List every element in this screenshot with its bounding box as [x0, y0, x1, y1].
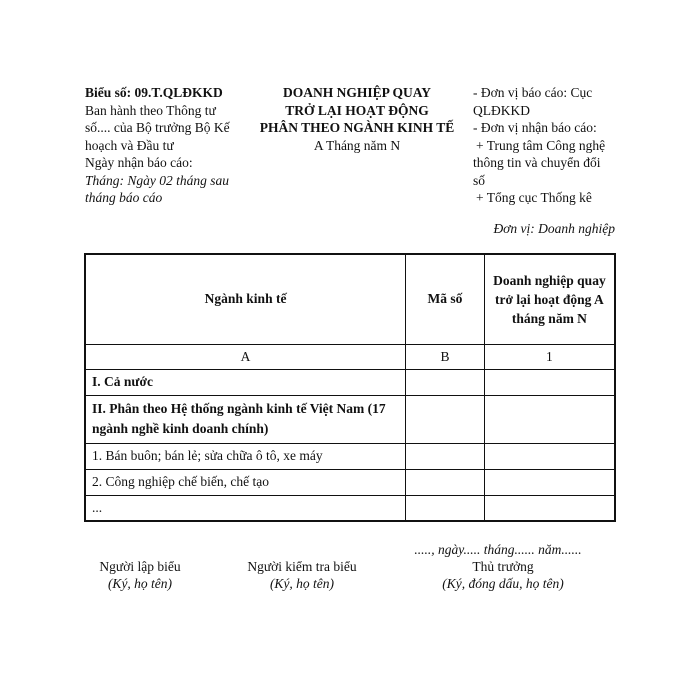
table-row	[85, 495, 615, 521]
row-value	[484, 443, 615, 469]
index-sector: A	[85, 344, 406, 369]
report-table	[84, 253, 616, 522]
received-date-label: Ngày nhận báo cáo:	[85, 155, 193, 170]
signature-date-line: ....., ngày..... tháng...... năm......	[414, 542, 582, 557]
recipient-1-line-3: số	[473, 172, 486, 188]
preparer-title: Người lập biểu	[99, 559, 181, 574]
row-label: 1. Bán buôn; bán lẻ; sửa chữa ô tô, xe máy	[85, 443, 406, 469]
row-code	[406, 369, 485, 395]
row-label: ...	[85, 495, 406, 521]
table-row	[85, 395, 615, 443]
table-row	[85, 443, 615, 469]
row-label: 2. Công nghiệp chế biến, chế tạo	[85, 469, 406, 495]
checker-note: (Ký, họ tên)	[269, 576, 335, 591]
issued-by-line-3: hoạch và Đầu tư	[85, 137, 174, 153]
report-title-line-3: PHÂN THEO NGÀNH KINH TẾ	[259, 120, 455, 135]
reporting-unit-line-1: - Đơn vị báo cáo: Cục	[473, 85, 593, 100]
report-subtitle: A Tháng năm N	[313, 137, 401, 153]
index-value: 1	[484, 344, 615, 369]
checker-title: Người kiểm tra biểu	[247, 559, 357, 574]
row-code	[406, 469, 485, 495]
unit-note: Đơn vị: Doanh nghiệp	[493, 221, 615, 236]
header-left	[85, 84, 260, 207]
table-row	[85, 369, 615, 395]
issued-by-line-1: Ban hành theo Thông tư	[85, 102, 216, 118]
row-value	[484, 395, 615, 443]
receiving-unit-label: - Đơn vị nhận báo cáo:	[473, 120, 597, 135]
row-value	[484, 369, 615, 395]
recipient-1-line-1: + Trung tâm Công nghệ	[476, 137, 606, 153]
col-header-value: Doanh nghiệp quay trở lại hoạt động A tháng năm N	[484, 254, 615, 344]
row-value	[484, 495, 615, 521]
table-index-row	[85, 344, 615, 369]
period-line-1: Tháng: Ngày 02 tháng sau	[85, 172, 230, 188]
recipient-1-line-2: thông tin và chuyển đổi	[473, 155, 601, 170]
header-right	[473, 84, 623, 207]
report-title-line-2: TRỞ LẠI HOẠT ĐỘNG	[285, 102, 429, 118]
table-header-row	[85, 254, 615, 344]
issued-by-line-2: số.... của Bộ trưởng Bộ Kế	[85, 120, 230, 135]
row-code	[406, 495, 485, 521]
header-center	[248, 84, 466, 154]
signature-checker	[232, 558, 372, 592]
index-code: B	[406, 344, 485, 369]
signature-preparer	[80, 558, 200, 592]
report-title-line-1: DOANH NGHIỆP QUAY	[282, 85, 432, 100]
preparer-note: (Ký, họ tên)	[107, 576, 173, 591]
reporting-unit-line-2: QLĐKKD	[473, 102, 530, 118]
row-label: I. Cả nước	[85, 369, 406, 395]
table-row	[85, 469, 615, 495]
head-title: Thủ trưởng	[472, 559, 534, 574]
period-line-2: tháng báo cáo	[85, 190, 163, 205]
head-note: (Ký, đóng dấu, họ tên)	[442, 576, 564, 591]
form-code: Biểu số: 09.T.QLĐKKD	[85, 85, 223, 100]
col-header-sector: Ngành kinh tế	[85, 254, 406, 344]
row-value	[484, 469, 615, 495]
col-header-code: Mã số	[406, 254, 485, 344]
row-code	[406, 443, 485, 469]
signature-head	[418, 558, 588, 592]
row-code	[406, 395, 485, 443]
row-label: II. Phân theo Hệ thống ngành kinh tế Việt Nam (17 ngành nghề kinh doanh chính)	[85, 395, 406, 443]
recipient-2: + Tổng cục Thống kê	[476, 190, 592, 205]
